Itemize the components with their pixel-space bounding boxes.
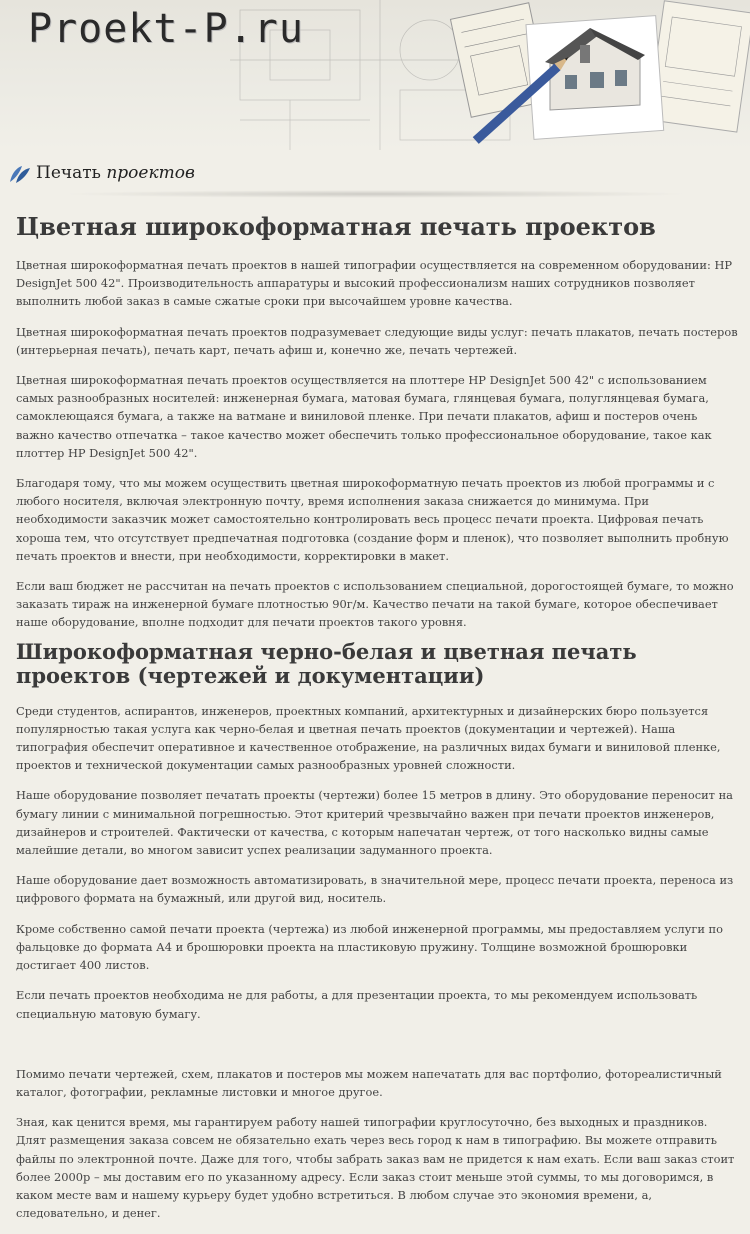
spacer	[16, 1035, 738, 1065]
section-title-plain: Печать	[36, 163, 107, 183]
site-logo[interactable]: Proekt-P.ru	[28, 6, 304, 52]
paragraph: Зная, как ценится время, мы гарантируем работу нашей типографии круглосуточно, без выходных и праздников. Длят размещения заказа совсем не обязательно ехать через весь город к нам в типографию. Вы можете отправить файлы по электронной почте. Даже для того, чтобы забрать заказ вам не придется к нам ехать. Если ваш заказ стоит более 2000р – мы доставим его по указанному адресу. Если заказ стоит меньше этой суммы, то мы договоримся, в каком месте вам и нашему курьеру будет удобно встретиться. В любом случае это экономия времени, а, следовательно, и денег.	[16, 1115, 735, 1221]
paragraph: Наше оборудование позволяет печатать проекты (чертежи) более 15 метров в длину. Это оборудование переносит на бумагу линии с минимальной погрешностью. Этот критерий чрезвычайно важен при печати проектов инженеров, дизайнеров и строителей. Фактически от качества, с которым напечатан чертеж, от того насколько видны самые малейшие детали, во многом зависит успех реализации задуманного проекта.	[16, 788, 733, 858]
paragraph: Среди студентов, аспирантов, инженеров, проектных компаний, архитектурных и дизайнерских бюро пользуется популярностью такая услуга как черно-белая и цветная печать проектов (документации и чертежей). Наша типография обеспечит оперативное и качественное отображение, на различных видах бумаги и виниловой пленке, проектов и технической документации самых разнообразных уровней сложности.	[16, 703, 721, 773]
house-blueprint-pencil-icon	[440, 0, 750, 150]
paragraph: Наше оборудование дает возможность автоматизировать, в значительной мере, процесс печати проекта, переноса из цифрового формата на бумажный, или другой вид, носитель.	[16, 873, 734, 906]
paragraph: Помимо печати чертежей, схем, плакатов и постеров мы можем напечатать для вас портфолио, фотореалистичный каталог, фотографии, рекламные листовки и многое другое.	[16, 1066, 722, 1099]
article-title: Цветная широкоформатная печать проектов	[16, 212, 656, 241]
leaf-icon	[8, 164, 32, 184]
paragraph: Кроме собственно самой печати проекта (чертежа) из любой инженерной программы, мы предоставляем услуги по фальцовке до формата А4 и брошюровки проекта на пластиковую пружину. Толщине возможной брошюровки достигает 400 листов.	[16, 921, 723, 973]
paragraph: Цветная широкоформатная печать проектов подразумевает следующие виды услуг: печать плакатов, печать постеров (интерьерная печать), печать карт, печать афиш и, конечно же, печать чертежей.	[16, 324, 738, 357]
section-title-italic: проектов	[106, 163, 195, 183]
paragraph: Если печать проектов необходима не для работы, а для презентации проекта, то мы рекомендуем использовать специальную матовую бумагу.	[16, 988, 698, 1021]
site-header	[0, 0, 750, 150]
section-title	[36, 163, 195, 183]
article-subtitle: Широкоформатная черно-белая и цветная печать проектов (чертежей и документации)	[16, 638, 637, 688]
section-header	[0, 156, 750, 192]
paragraph: Если ваш бюджет не рассчитан на печать проектов с использованием специальной, дорогостоящей бумаге, то можно заказать тираж на инженерной бумаге плотностью 90г/м. Качество печати на такой бумаге, которое обеспечивает наше оборудование, вполне подходит для печати проектов такого уровня.	[16, 579, 734, 630]
paragraph: Благодаря тому, что мы можем осуществить цветная широкоформатную печать проектов из любой программы и с любого носителя, включая электронную почту, время исполнения заказа снижается до минимума. При необходимости заказчик может самостоятельно контролировать весь процесс печати проекта. Цифровая печать хороша тем, что отсутствует предпечатная подготовка (создание форм и пленок), что позволяет выполнить пробную печать проектов и внести, при необходимости, корректировки в макет.	[16, 476, 729, 563]
divider	[60, 190, 690, 198]
paragraph: Цветная широкоформатная печать проектов осуществляется на плоттере HP DesignJet 500 42" с использованием самых разнообразных носителей: инженерная бумага, матовая бумага, глянцевая бумага, полуглянцевая бумага, самоклеющаяся бумага, а также на ватмане и виниловой пленке. При печати плакатов, афиш и постеров очень важно качество отпечатка – такое качество может обеспечить только профессиональное оборудование, такое как плоттер HP DesignJet 500 42".	[16, 373, 712, 460]
article	[16, 212, 738, 1234]
paragraph: Цветная широкоформатная печать проектов в нашей типографии осуществляется на современном оборудовании: HP DesignJet 500 42". Производительность аппаратуры и высокий профессионализм наших сотрудников позволяет выполнить любой заказ в самые сжатые сроки при высочайшем уровне качества.	[16, 258, 733, 309]
